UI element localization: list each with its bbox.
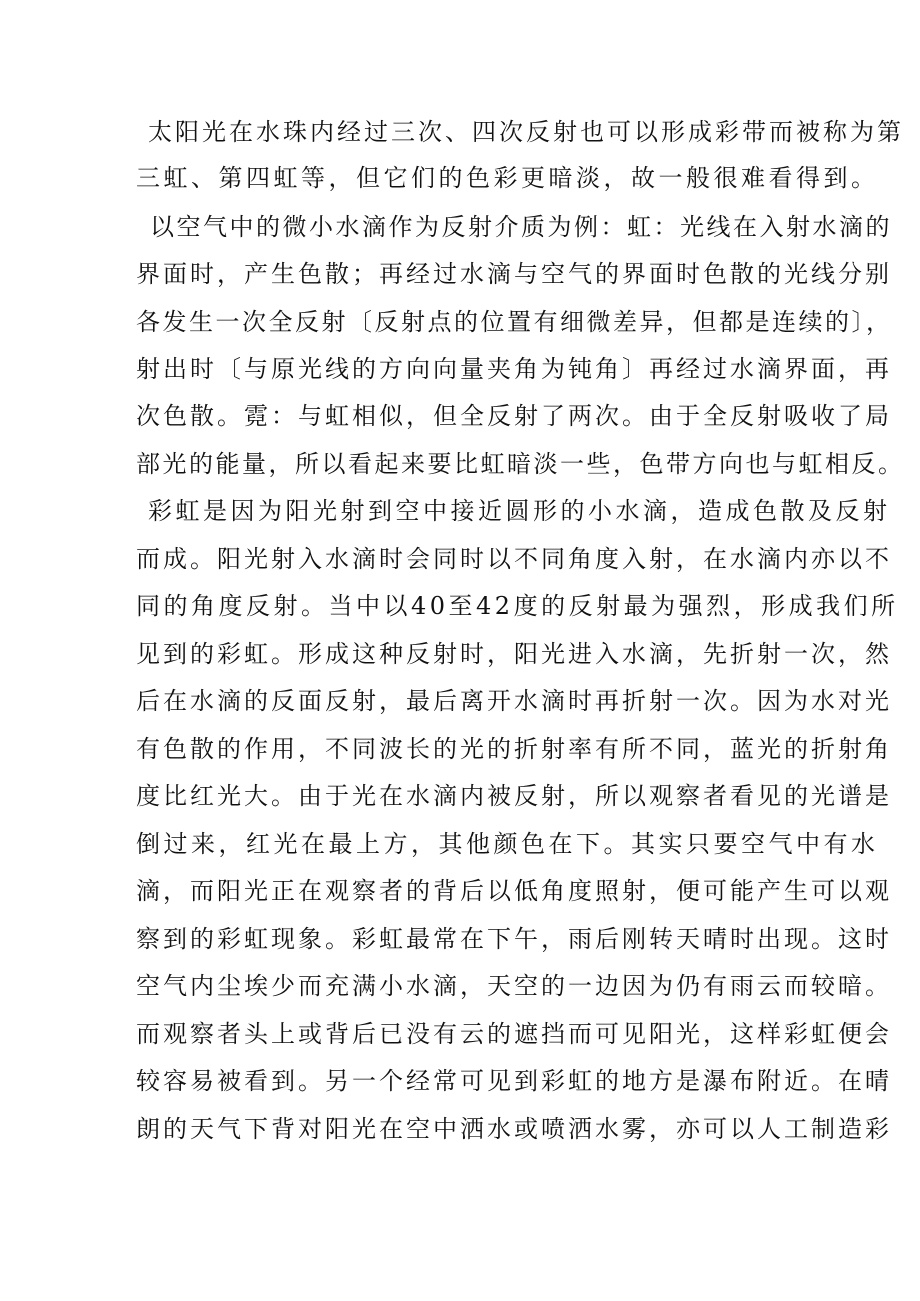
text-line: 而观察者头上或背后已没有云的遮挡而可见阳光，这样彩虹便会 <box>136 1020 892 1048</box>
text-line: 度比红光大。由于光在水滴内被反射，所以观察者看见的光谱是 <box>136 782 892 810</box>
text-line: 太阳光在水珠内经过三次、四次反射也可以形成彩带而被称为第 <box>148 118 904 146</box>
text-line: 见到的彩虹。形成这种反射时，阳光进入水滴，先折射一次，然 <box>136 640 892 668</box>
text-line: 而成。阳光射入水滴时会同时以不同角度入射，在水滴内亦以不 <box>136 545 892 573</box>
text-line: 同的角度反射。当中以40至42度的反射最为强烈，形成我们所 <box>136 592 899 620</box>
text-line: 有色散的作用，不同波长的光的折射率有所不同，蓝光的折射角 <box>136 735 892 763</box>
text-line: 察到的彩虹现象。彩虹最常在下午，雨后刚转天晴时出现。这时 <box>136 925 892 953</box>
text-line: 较容易被看到。另一个经常可见到彩虹的地方是瀑布附近。在晴 <box>136 1067 892 1095</box>
text-line: 滴，而阳光正在观察者的背后以低角度照射，便可能产生可以观 <box>136 877 892 905</box>
text-line: 后在水滴的反面反射，最后离开水滴时再折射一次。因为水对光 <box>136 687 892 715</box>
text-line: 空气内尘埃少而充满小水滴，天空的一边因为仍有雨云而较暗。 <box>136 972 892 1000</box>
text-line: 彩虹是因为阳光射到空中接近圆形的小水滴，造成色散及反射 <box>148 497 891 525</box>
text-line: 以空气中的微小水滴作为反射介质为例：虹：光线在入射水滴的 <box>150 213 892 241</box>
text-line: 部光的能量，所以看起来要比虹暗淡一些，色带方向也与虹相反。 <box>136 450 905 478</box>
text-line: 朗的天气下背对阳光在空中洒水或喷洒水雾，亦可以人工制造彩 <box>136 1115 892 1143</box>
text-line: 界面时，产生色散；再经过水滴与空气的界面时色散的光线分别 <box>136 260 892 288</box>
text-line: 次色散。霓：与虹相似，但全反射了两次。由于全反射吸收了局 <box>136 402 892 430</box>
text-line: 射出时〔与原光线的方向向量夹角为钝角〕再经过水滴界面，再 <box>136 355 892 383</box>
text-line: 三虹、第四虹等，但它们的色彩更暗淡，故一般很难看得到。 <box>136 164 879 192</box>
text-line: 各发生一次全反射〔反射点的位置有细微差异，但都是连续的〕， <box>136 308 893 336</box>
text-line: 倒过来，红光在最上方，其他颜色在下。其实只要空气中有水 <box>136 830 879 858</box>
